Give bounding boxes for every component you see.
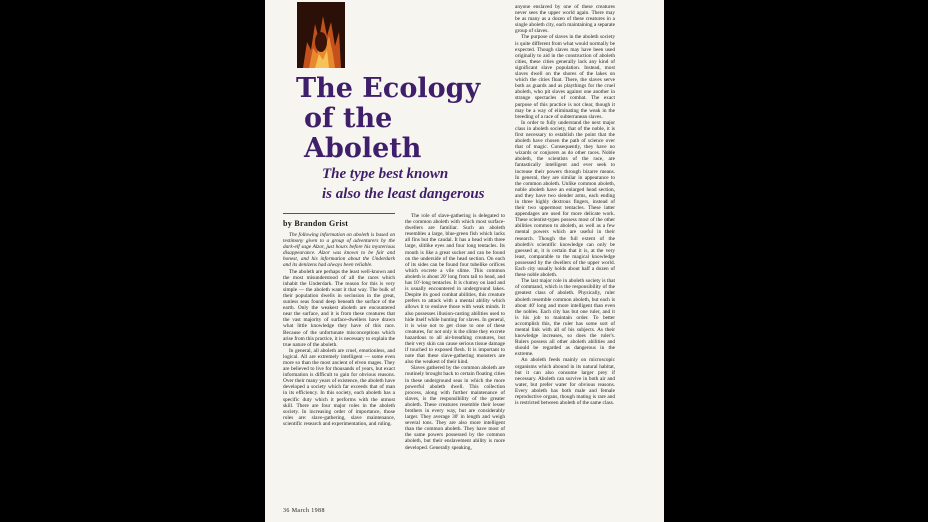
title-line: The Ecology	[296, 73, 481, 104]
body-paragraph: anyone enslaved by one of these creatures never sees the upper world again. There may be as many as a dozen of these creatures in a single aboleth city, each maintaining a separate group of slaves.	[515, 4, 615, 35]
subtitle-line: The type best known	[322, 166, 449, 182]
page-folio: 36 March 1988	[283, 508, 325, 514]
article-subtitle	[322, 164, 485, 204]
body-paragraph: An aboleth feeds mainly on microscopic organisms which abound in its natural habitat, but it can also consume larger prey if necessary. Aboleth can survive in both air and water, but prefer water for obvious reasons. Every aboleth has both male and female reproductive organs, though mating is rare and is restricted between aboleth of the same class.	[515, 357, 615, 407]
byline-divider	[283, 213, 395, 214]
subtitle-line: is also the least dangerous	[322, 186, 485, 202]
body-paragraph: The aboleth are perhaps the least well-known and the most misunderstood of all the races which inhabit the Underdark. The reason for this is very simple — the aboleth want it that way. The bulk of their population dwells in seclusion in the great, sunless seas found deep beneath the surface of the earth. Only the weakest aboleth are encountered near the surface, and it is from these creatures that the vast majority of surface-dwellers have drawn what little knowledge they have of this race. Because of the unfortunate misconceptions which arise from this practice, it is necessary to explain the true nature of the aboleth.	[283, 268, 395, 348]
header-illustration	[297, 2, 345, 68]
body-paragraph: In general, all aboleth are cruel, emotionless, and logical. All are extremely intelligent — some even more so than the most ancient of elven mages. They are believed to live for thousands of years, but exact information is difficult to gain for obvious reasons. Over their many years of existence, the aboleth have developed a society which far exceeds that of man in its efficiency. In this society, each aboleth has a specific duty which it performs with the utmost skill. There are four major roles in the aboleth society. In increasing order of importance, those roles are: slave-gathering, slave maintenance, scientific research and experimentation, and ruling.	[283, 347, 395, 427]
body-paragraph: The last major role in aboleth society is that of command, which is the responsibility of the greatest class of aboleth. Physically, ruler aboleth resemble common aboleth, but each is about 40' long and more intelligent than even the nobles. Each city has but one ruler, and it is his job to maintain order. To better accomplish this, the ruler has some sort of mental link with all of his subjects. As their knowledge increases, so does the ruler's. Rulers possess all other aboleth abilities and should be regarded as dangerous in the extreme.	[515, 278, 615, 358]
body-paragraph: The purpose of slaves in the aboleth society is quite different from what would normally be expected. Though slaves may have been used originally to aid in the construction of aboleth cities, these cities generally lack any kind of significant slave population. Instead, most slaves dwell on the shores of the lakes on which the cities float. There, the slaves serve both as guards and as playthings for the cruel aboleth, who pit slaves against one another in strange spectacles of combat. The exact purpose of this practice is not clear, though it may be a way of eliminating the weak in the breeding of a race of subterranean slaves.	[515, 34, 615, 120]
body-paragraph: The role of slave-gathering is delegated to the common aboleth with which most surface-dwellers are familiar. Such an aboleth resembles a large, blue-green fish which lacks all fins but the caudal. It has a head with three large, slitlike eyes and four long tentacles. Its mouth is like a great sucker and can be found on the underside of the head section. On each of its sides can be found four tubelike orifices which excrete a vile slime. This common aboleth is about 20' long from tail to head, and has 10'-long tentacles. It is clumsy on land and is usually encountered in underground lakes. Despite its good combat abilities, this creature prefers to attack with a mental ability which allows it to enslave those with weak minds. It also possesses illusion-casting abilities used to hide itself while hunting for slaves. In general, it is wise not to get close to one of these creatures, for not only is the slime they excrete hazardous to all air-breathing creatures, but their very skin can cause serious tissue damage if touched to exposed flesh. It is important to note that these slave-gathering monsters are also the weakest of their kind.	[405, 213, 505, 366]
byline: by Brandon Grist	[283, 219, 349, 228]
text-column-2	[405, 213, 505, 513]
magazine-page	[265, 0, 664, 522]
article-title	[296, 74, 496, 164]
title-line: Aboleth	[304, 133, 422, 164]
title-line: of the	[304, 103, 393, 134]
text-column-1	[283, 232, 395, 508]
text-column-3	[515, 4, 615, 512]
intro-paragraph: The following information on aboleth is based on testimony given to a group of adventurers by the dark-elf sage Alzor, just hours before his mysterious disappearance. Alzor was known to be fair and honest, and his information about the Underdark and its denizens had always been reliable.	[283, 232, 395, 269]
body-paragraph: In order to fully understand the next major class in aboleth society, that of the noble, it is first necessary to establish the point that the aboleth have chosen the path of science over that of magic. Consequently, they have no wizards or conjurers as do other races. Noble aboleth, the scientists of the race, are fantastically intelligent and ever seek to increase their powers through bizarre means. In general, they are similar in appearance to the common aboleth. Unlike common aboleth, noble aboleth have an enlarged head section, and they have two slender arms, each ending in three highly dextrous fingers, instead of their two uppermost tentacles. These latter appendages are used for more delicate work. These scientist-types possess most of the other abilities common to aboleth, as well as a few mental powers which are useful in their research. Though the full extent of the aboleth's scientific knowledge can only be guessed at, it is certain that it is, at the very least, comparable to the magical knowledge possessed by the dwellers of the upper world. Each city usually holds about half a dozen of these noble aboleth.	[515, 119, 615, 279]
body-paragraph: Slaves gathered by the common aboleth are routinely brought back to certain floating cities in these underground seas in which the more powerful aboleth dwell. This collection process, along with further maintenance of slaves, is the responsibility of the greater aboleth. These creatures resemble their lesser brothers in every way, but are considerably larger. They average 30' in length and weigh several tons. They are also more intelligent than the common aboleth. They have most of the same powers possessed by the common aboleth, but their enslavement ability is more developed. Generally speaking,	[405, 365, 505, 451]
